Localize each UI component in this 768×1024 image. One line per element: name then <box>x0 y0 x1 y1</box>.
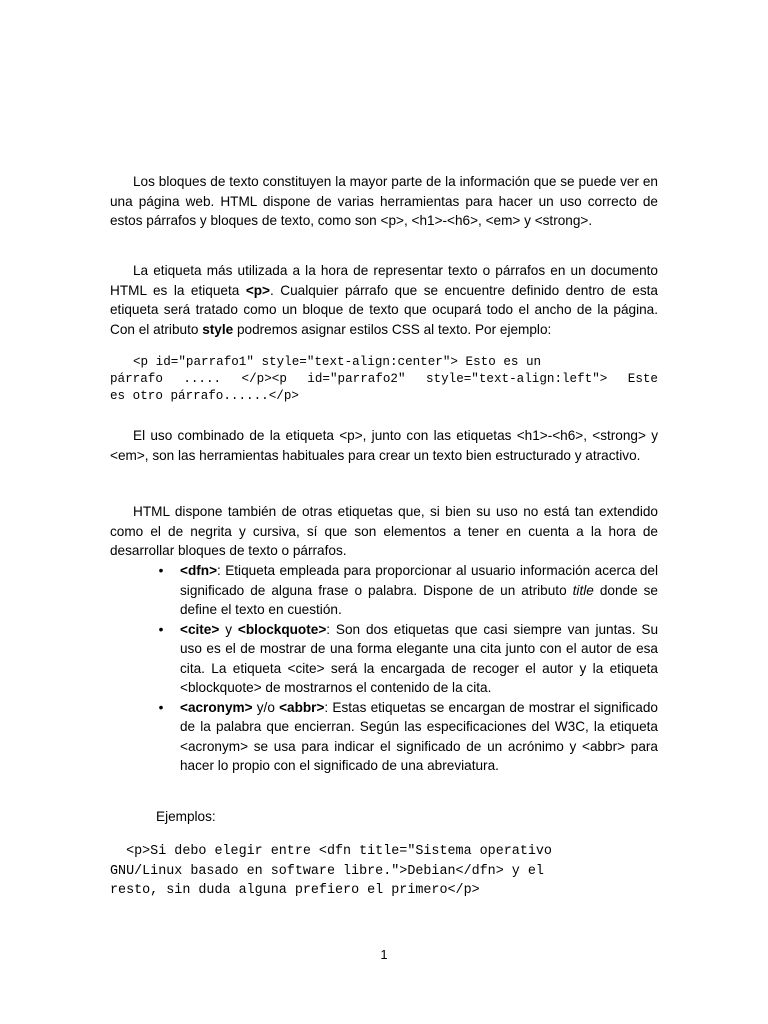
bullet-icon: • <box>158 621 164 637</box>
list-item-acronym-abbr <box>110 698 658 776</box>
list-item-cite-blockquote <box>110 620 658 698</box>
bullet-icon: • <box>158 699 164 715</box>
list-item-text: : Etiqueta empleada para proporcionar al usuario información acerca del significado de alguna frase o palabra. Dispone de un atributo <box>180 563 658 598</box>
paragraph-p-tag-text-1: La etiqueta más utilizada a la hora de representar texto o párrafos en un documento HTML es la etiqueta <box>110 263 658 298</box>
tag-list <box>110 561 658 776</box>
paragraph-p-tag-text-3: podremos asignar estilos CSS al texto. Por ejemplo: <box>233 321 552 337</box>
list-item-connector: y/o <box>252 699 280 715</box>
list-item-text: donde se define el texto en cuestión. <box>180 582 658 617</box>
list-item-text: : Son dos etiquetas que casi siempre van juntas. Su uso es el de mostrar de una forma elegante una cita junto con el autor de esa cita. La etiqueta <cite> será la encargada de recoger el autor y la etiqueta <blockquote> de mostrarnos el contenido de la cita. <box>180 621 659 695</box>
paragraph-other-tags: HTML dispone también de otras etiquetas que, si bien su uso no está tan extendido como el de negrita y cursiva, sí que son elementos a tener en cuenta a la hora de desarrollar bloques de texto o párrafos. <box>110 504 658 558</box>
bullet-icon: • <box>158 563 164 578</box>
code-line: es otro párrafo......</p> <box>110 389 299 403</box>
list-item-tag: <dfn> <box>180 563 218 578</box>
code-line: resto, sin duda alguna prefiero el primero</p> <box>110 883 480 898</box>
code-example-paragraphs <box>110 354 658 405</box>
list-item-dfn <box>110 561 658 620</box>
code-line: GNU/Linux basado en software libre.">Debian</dfn> y el <box>110 863 544 879</box>
paragraph-combined-use: El uso combinado de la etiqueta <p>, junto con las etiquetas <h1>-<h6>, <strong> y <em>, son las herramientas habituales para crear un texto bien estructurado y atractivo. <box>110 428 658 463</box>
list-item-text: : Estas etiquetas se encargan de mostrar el significado de la palabra que encierran. Según las especificaciones del W3C, la etiqueta <acronym> se usa para indicar el significado de un acrónimo y <abbr> para hacer lo propio con el significado de una abreviatura. <box>180 699 658 773</box>
list-item-tag: <abbr> <box>279 699 325 715</box>
code-line: <p>Si debo elegir entre <dfn title="Sistema operativo <box>110 844 552 859</box>
list-item-connector: y <box>219 621 238 637</box>
list-item-tag: <blockquote> <box>237 621 327 637</box>
code-example-dfn <box>110 842 670 901</box>
code-line: <p id="parrafo1" style="text-align:center"> Esto es un <box>133 355 542 369</box>
list-item-tag: <cite> <box>180 621 220 637</box>
list-item-italic: title <box>572 582 594 598</box>
paragraph-p-tag-bold-style: style <box>202 321 234 337</box>
paragraph-p-tag <box>110 261 658 339</box>
paragraph-p-tag-bold-tag: <p> <box>245 282 270 298</box>
list-item-tag: <acronym> <box>180 699 253 715</box>
paragraph-p-tag-text-2: . Cualquier párrafo que se encuentre definido dentro de esta etiqueta será tratado como un bloque de texto que ocupará todo el ancho de la página. Con el atributo <box>110 282 658 337</box>
paragraph-intro: Los bloques de texto constituyen la mayor parte de la información que se puede ver en una página web. HTML dispone de varias herramientas para hacer un uso correcto de estos párrafos y bloques de texto, como son <p>, <h1>-<h6>, <em> y <strong>. <box>110 174 658 228</box>
page-number: 1 <box>380 947 388 962</box>
code-line: párrafo ..... </p><p id="parrafo2" style="text-align:left"> Este <box>110 372 658 386</box>
examples-label: Ejemplos: <box>156 809 216 824</box>
